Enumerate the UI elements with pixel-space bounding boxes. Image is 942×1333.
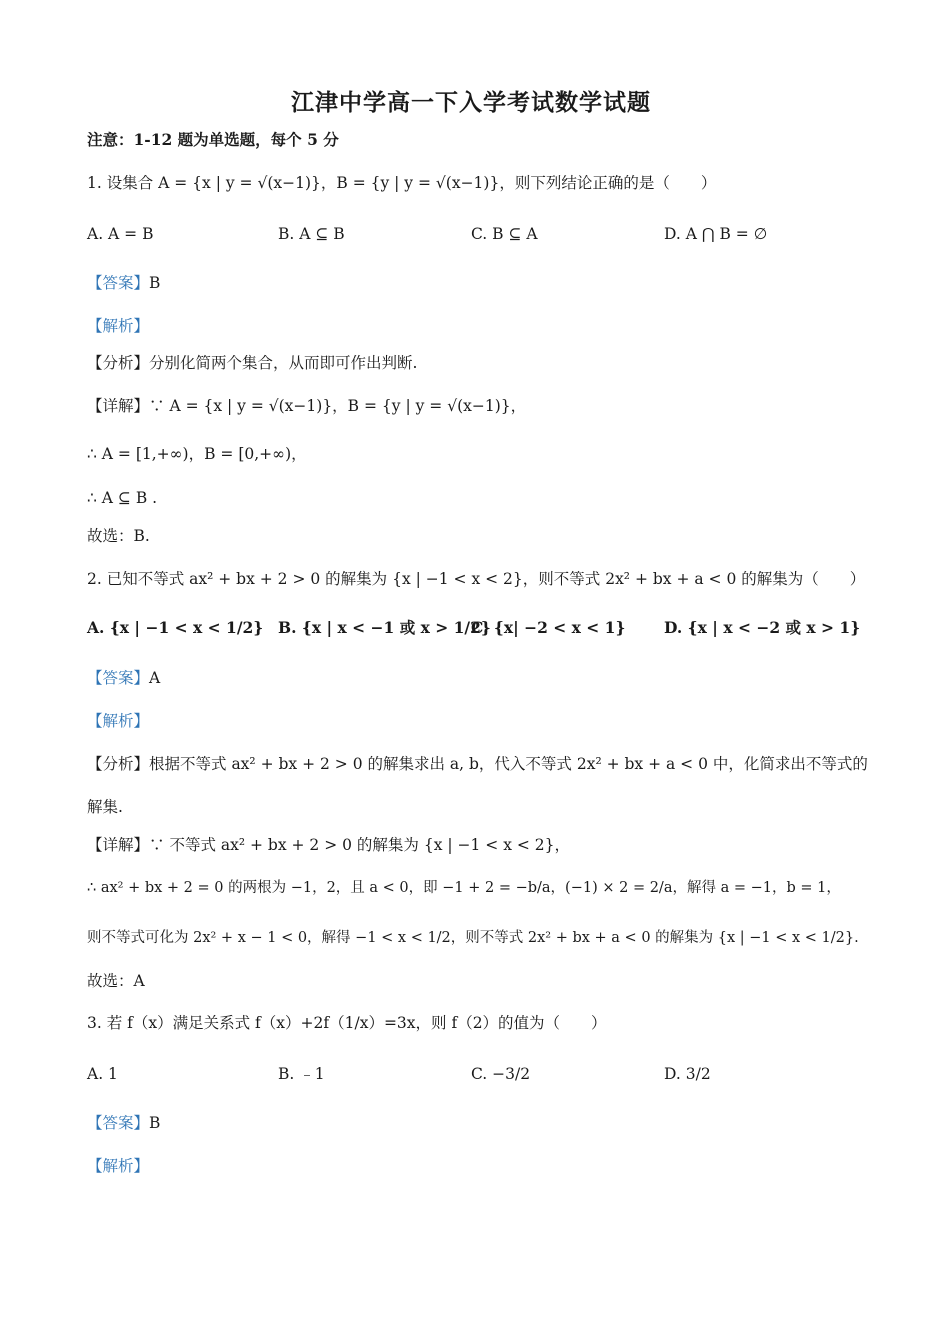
analysis-tag: 【解析】: [87, 1157, 150, 1175]
q1-fenxi: 分别化简两个集合，从而即可作出判断.: [149, 354, 418, 372]
q2-option-d: D. {x | x < −2 或 x > 1}: [664, 618, 861, 637]
q1-answer: B: [149, 274, 161, 292]
q1-option-c: C. B ⊆ A: [471, 225, 538, 243]
q1-fenxi-line: [87, 352, 417, 374]
q1-detail: ∵ A = {x | y = √(x−1)}，B = {y | y = √(x−1)}，: [149, 397, 527, 415]
q2-answer-line: [87, 667, 160, 689]
q1-answer-line: [87, 272, 160, 294]
q1-stem: 1. 设集合 A = {x | y = √(x−1)}，B = {y | y = √(x−1)}，则下列结论正确的是（ ）: [87, 174, 717, 192]
detail-tag: 【详解】: [87, 836, 150, 854]
q2-step2: 则不等式可化为 2x² + x − 1 < 0，解得 −1 < x < 1/2，则不等式 2x² + bx + a < 0 的解集为 {x | −1 < x < 1/2}.: [87, 930, 859, 946]
q1-option-d: D. A ⋂ B = ∅: [664, 225, 768, 243]
q1-option-a: A. A = B: [87, 225, 154, 243]
fenxi-tag: 【分析】: [87, 354, 150, 372]
q1-step1: ∴ A = [1,+∞)，B = [0,+∞)，: [87, 445, 307, 463]
answer-tag: 【答案】: [87, 274, 150, 292]
detail-tag: 【详解】: [87, 397, 150, 415]
q2-option-a: A. {x | −1 < x < 1/2}: [87, 618, 264, 637]
q2-answer: A: [149, 669, 161, 687]
q1-detail-line: [87, 395, 526, 417]
q2-fenxi2: 解集.: [87, 798, 123, 816]
q2-stem: 2. 已知不等式 ax² + bx + 2 > 0 的解集为 {x | −1 < x < 2}，则不等式 2x² + bx + a < 0 的解集为（ ）: [87, 570, 866, 588]
analysis-tag: 【解析】: [87, 317, 150, 335]
q2-option-b: B. {x | x < −1 或 x > 1/2}: [278, 618, 491, 637]
q3-answer: B: [149, 1114, 161, 1132]
q2-step1: ∴ ax² + bx + 2 = 0 的两根为 −1，2，且 a < 0，即 −1 + 2 = −b/a，(−1) × 2 = 2/a，解得 a = −1，b = 1，: [87, 880, 841, 896]
q3-option-a: A. 1: [87, 1065, 118, 1083]
q2-fenxi-line: [87, 753, 868, 775]
q1-option-b: B. A ⊆ B: [278, 225, 345, 243]
q2-option-c: C. {x| −2 < x < 1}: [471, 618, 626, 637]
q2-fenxi: 根据不等式 ax² + bx + 2 > 0 的解集求出 a, b，代入不等式 2x² + bx + a < 0 中，化简求出不等式的: [149, 755, 868, 773]
fenxi-tag: 【分析】: [87, 755, 150, 773]
q2-detail: ∵ 不等式 ax² + bx + 2 > 0 的解集为 {x | −1 < x < 2}，: [149, 836, 571, 854]
q2-analysis-line: [87, 710, 149, 732]
analysis-tag: 【解析】: [87, 712, 150, 730]
notice: 注意：1-12 题为单选题，每个 5 分: [87, 130, 339, 149]
q3-stem: 3. 若 f（x）满足关系式 f（x）+2f（1/x）=3x，则 f（2）的值为（ ）: [87, 1014, 607, 1032]
q3-option-d: D. 3/2: [664, 1065, 711, 1083]
answer-tag: 【答案】: [87, 1114, 150, 1132]
q3-option-b: B. ﹣1: [278, 1065, 325, 1083]
q1-analysis-line: [87, 315, 149, 337]
q2-detail-line: [87, 834, 570, 856]
page-title: 江津中学高一下入学考试数学试题: [291, 89, 651, 116]
q3-answer-line: [87, 1112, 160, 1134]
q3-option-c: C. −3/2: [471, 1065, 531, 1083]
q3-analysis-line: [87, 1155, 149, 1177]
q2-choose: 故选：A: [87, 972, 145, 990]
answer-tag: 【答案】: [87, 669, 150, 687]
q1-choose: 故选：B.: [87, 527, 150, 545]
q1-step2: ∴ A ⊆ B .: [87, 489, 158, 507]
